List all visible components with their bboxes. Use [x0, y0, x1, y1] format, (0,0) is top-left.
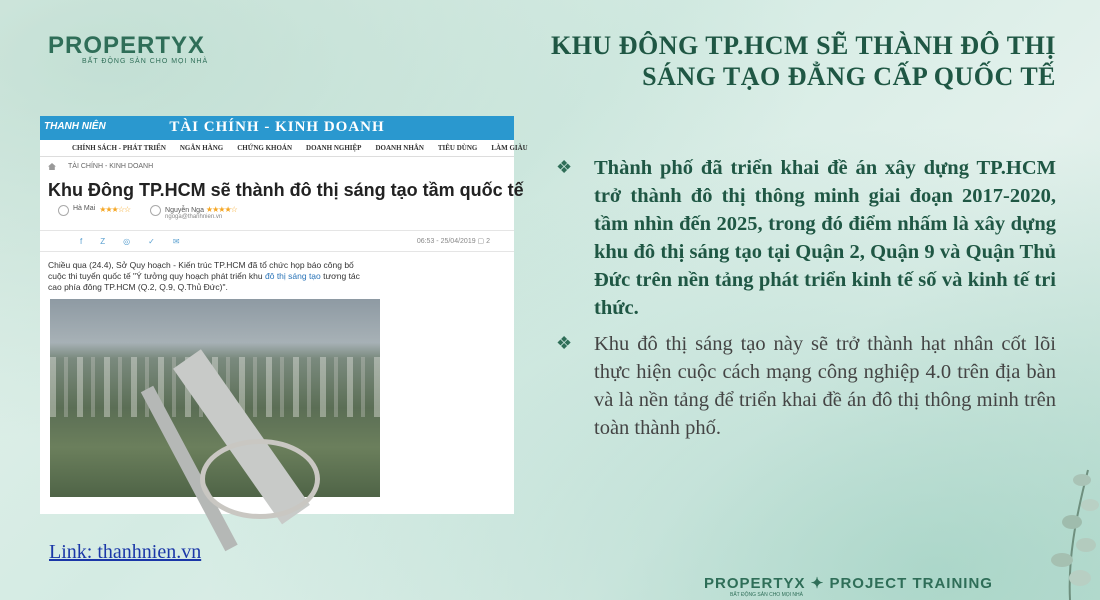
home-icon: [48, 163, 56, 170]
bullet-text: Thành phố đã triển khai đề án xây dựng TP.HCM trở thành đô thị thông minh giai đoạn 2017-2020, tầm nhìn đến 2025, trong đó điểm nhấm là xây dựng khu đô thị sáng tạo tại Quận 2, Quận 9 và Quận Thủ Đức trên nền tảng phát triển kinh tế số và kinh tế tri thức.: [594, 157, 1056, 319]
footer-logo: PROPERTYX: [704, 575, 806, 592]
bullet-item: [556, 154, 1056, 322]
article-brand: THANH NIÊN: [44, 121, 106, 132]
article-authors: [40, 201, 514, 220]
user-icon: [150, 205, 161, 216]
article-nav: [40, 140, 528, 157]
eucalyptus-leaves-decoration: [1000, 450, 1100, 600]
logo: [48, 32, 208, 65]
facebook-icon: f: [80, 236, 83, 246]
author-stars: ★★★★☆: [205, 205, 237, 214]
article-header: [40, 116, 514, 140]
bullet-diamond-icon: ❖: [556, 333, 573, 353]
logo-tagline: BẤT ĐỘNG SẢN CHO MỌI NHÀ: [82, 58, 209, 65]
title-line-1: KHU ĐÔNG TP.HCM SẼ THÀNH ĐÔ THỊ: [550, 31, 1056, 60]
aerial-city-photo: [50, 299, 380, 497]
twitter-icon: ✓: [148, 236, 155, 246]
body-text: Chiều qua (24.4), Sở Quy hoạch - Kiến trúc TP.HCM đã tổ chức họp báo công bố cuộc thi tuyển quốc tế "Ý tưởng quy hoạch phát triển khu: [48, 260, 354, 281]
nav-item: LÀM GIÀU: [491, 144, 528, 152]
article-timestamp: 06:53 - 25/04/2019 ▢ 2: [416, 238, 490, 245]
nav-item: TIÊU DÙNG: [437, 144, 478, 152]
author-stars: ★★★☆☆: [99, 205, 131, 214]
article-screenshot: [40, 116, 528, 514]
user-icon: [58, 205, 69, 216]
source-link[interactable]: Link: thanhnien.vn: [49, 541, 202, 563]
bullet-item: [556, 330, 1056, 442]
author: [58, 205, 130, 220]
article-headline: Khu Đông TP.HCM sẽ thành đô thị sáng tạo tầm quốc tế: [48, 180, 524, 200]
body-text: tương tác cao phía đông TP.HCM (Q.2, Q.9, Q.Thủ Đức)".: [48, 271, 360, 292]
nav-item: NGÂN HÀNG: [179, 144, 224, 152]
email-icon: ✉: [172, 236, 180, 246]
bullet-text: Khu đô thị sáng tạo này sẽ trở thành hạt nhân cốt lõi thực hiện cuộc cách mạng công nghiệp 4.0 trên địa bàn và là nền tảng để triển khai đề án đô thị thông minh trên toàn thành phố.: [594, 333, 1056, 439]
breadcrumb-label: TÀI CHÍNH - KINH DOANH: [68, 163, 154, 170]
footer-separator: ✦: [810, 575, 825, 592]
nav-item: CHÍNH SÁCH - PHÁT TRIỂN: [72, 144, 166, 152]
footer-label: PROJECT TRAINING: [829, 575, 993, 592]
messenger-icon: ◎: [123, 236, 131, 246]
nav-item: CHỨNG KHOÁN: [237, 144, 293, 152]
nav-item: DOANH NHÂN: [375, 144, 424, 152]
breadcrumb: [40, 157, 514, 170]
slide-title: [496, 30, 1056, 92]
title-line-2: SÁNG TẠO ĐẲNG CẤP QUỐC TẾ: [642, 62, 1056, 91]
zalo-icon: Z: [100, 236, 106, 246]
footer-brand: [704, 574, 993, 592]
share-bar: [40, 230, 514, 252]
bullet-list: [556, 154, 1056, 450]
article-section: TÀI CHÍNH - KINH DOANH: [169, 119, 385, 135]
body-link: đô thị sáng tạo: [265, 271, 321, 281]
bullet-diamond-icon: ❖: [556, 157, 573, 177]
nav-item: DOANH NGHIỆP: [306, 144, 362, 152]
author: [150, 205, 237, 220]
author-email: ngoga@thanhnien.vn: [165, 214, 223, 220]
logo-mark: PROPERTYX: [48, 32, 206, 59]
author-name: Nguyễn Nga: [165, 207, 204, 214]
footer-tagline: BẤT ĐỘNG SẢN CHO MỌI NHÀ: [730, 592, 803, 598]
author-name: Hà Mai: [73, 205, 96, 212]
article-body: [40, 252, 376, 293]
photo-interchange: [200, 439, 320, 519]
